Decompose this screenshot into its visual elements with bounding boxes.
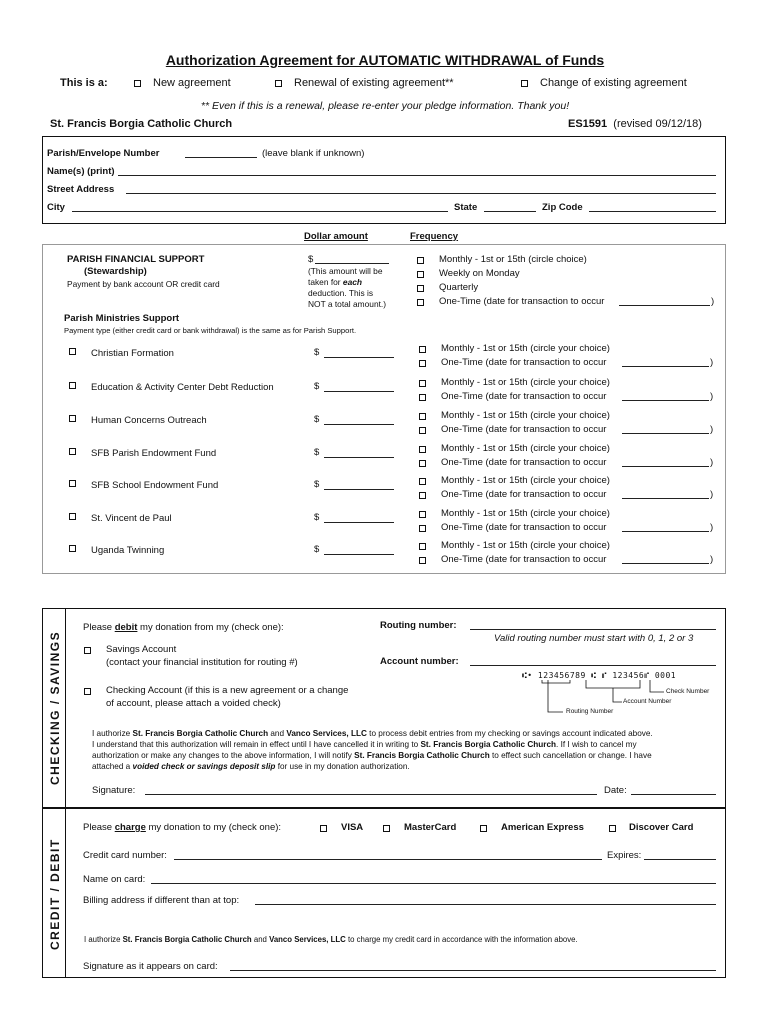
amex-label: American Express xyxy=(501,822,584,833)
renewal-checkbox[interactable] xyxy=(275,80,282,87)
ministry-name: Human Concerns Outreach xyxy=(91,415,207,426)
account-number-field[interactable] xyxy=(470,665,716,666)
ministry-onetime-date-field[interactable] xyxy=(622,563,709,564)
check-number-caption: Check Number xyxy=(666,688,710,695)
ministry-monthly-checkbox[interactable] xyxy=(419,446,426,453)
debit-date-label: Date: xyxy=(604,785,627,796)
name-on-card-field[interactable] xyxy=(151,883,716,884)
debit-authorization-text: I authorize St. Francis Borgia Catholic Church and Vanco Services, LLC to process debit entries from my checking or savings account indicated above. I understand that this authorization will remain in effect until I have cancelled it in writing to St. Francis Borgia Catholic Church. If I wish to cancel my authorization or make any changes to the above information, I will notify St. Francis Borgia Catholic Church to effect such cancellation or change. I have attached a voided check or savings deposit slip for use in my donation authorization. xyxy=(92,729,653,771)
state-field[interactable] xyxy=(484,211,536,212)
ministry-onetime-checkbox[interactable] xyxy=(419,460,426,467)
financial-support-payment: Payment by bank account OR credit card xyxy=(67,279,220,289)
ministry-monthly-label: Monthly - 1st or 15th (circle your choice) xyxy=(441,443,610,454)
close-paren: ) xyxy=(711,296,715,307)
credit-card-box xyxy=(42,808,726,978)
onetime-checkbox[interactable] xyxy=(417,299,424,306)
monthly-checkbox[interactable] xyxy=(417,257,424,264)
form-code: ES1591 xyxy=(568,118,608,130)
ministry-monthly-checkbox[interactable] xyxy=(419,380,426,387)
ministry-amount-field[interactable] xyxy=(324,424,394,425)
ministry-onetime-date-field[interactable] xyxy=(622,498,709,499)
savings-checkbox[interactable] xyxy=(84,647,91,654)
routing-label: Routing number: xyxy=(380,620,457,631)
change-agreement-label: Change of existing agreement xyxy=(540,77,687,89)
ministry-onetime-checkbox[interactable] xyxy=(419,360,426,367)
savings-label: Savings Account xyxy=(106,644,177,655)
financial-support-subtitle: (Stewardship) xyxy=(84,266,147,277)
ministry-name: Education & Activity Center Debt Reduction xyxy=(91,382,274,393)
ministry-monthly-label: Monthly - 1st or 15th (circle your choice) xyxy=(441,540,610,551)
amex-checkbox[interactable] xyxy=(480,825,487,832)
onetime-label: One-Time (date for transaction to occur xyxy=(439,296,605,307)
form-revised: (revised 09/12/18) xyxy=(613,118,702,130)
frequency-header: Frequency xyxy=(410,231,459,242)
ministry-checkbox[interactable] xyxy=(69,513,76,520)
parish-envelope-field[interactable] xyxy=(185,157,257,158)
new-agreement-checkbox[interactable] xyxy=(134,80,141,87)
ministry-monthly-label: Monthly - 1st or 15th (circle your choice) xyxy=(441,410,610,421)
financial-support-title: PARISH FINANCIAL SUPPORT xyxy=(67,254,205,265)
visa-label: VISA xyxy=(341,822,364,833)
checking-note: of account, please attach a voided check) xyxy=(106,698,281,709)
ministry-dollar-sign: $ xyxy=(314,347,320,358)
ministry-amount-field[interactable] xyxy=(324,357,394,358)
ministry-amount-field[interactable] xyxy=(324,522,394,523)
ministry-checkbox[interactable] xyxy=(69,348,76,355)
debit-prompt: Please debit my donation from my (check one): xyxy=(83,622,284,633)
ministry-amount-field[interactable] xyxy=(324,391,394,392)
ministry-monthly-label: Monthly - 1st or 15th (circle your choice) xyxy=(441,475,610,486)
routing-number-caption: Routing Number xyxy=(566,708,614,715)
ministry-monthly-label: Monthly - 1st or 15th (circle your choice) xyxy=(441,508,610,519)
names-label: Name(s) (print) xyxy=(47,166,115,177)
church-name: St. Francis Borgia Catholic Church xyxy=(50,118,233,130)
ministry-onetime-checkbox[interactable] xyxy=(419,525,426,532)
credit-side-label: CREDIT / DEBIT xyxy=(48,838,62,950)
ministry-name: St. Vincent de Paul xyxy=(91,513,172,524)
quarterly-label: Quarterly xyxy=(439,282,479,293)
routing-number-field[interactable] xyxy=(470,629,716,630)
savings-note: (contact your financial institution for routing #) xyxy=(106,657,298,668)
checking-checkbox[interactable] xyxy=(84,688,91,695)
ministry-amount-field[interactable] xyxy=(324,489,394,490)
ministry-onetime-label: One-Time (date for transaction to occur xyxy=(441,391,607,402)
ministry-onetime-label: One-Time (date for transaction to occur xyxy=(441,522,607,533)
debit-date-field[interactable] xyxy=(631,794,716,795)
ministry-dollar-sign: $ xyxy=(314,414,320,425)
quarterly-checkbox[interactable] xyxy=(417,285,424,292)
form-code-block xyxy=(568,118,702,130)
ministry-close-paren: ) xyxy=(710,357,714,368)
new-agreement-label: New agreement xyxy=(153,77,231,89)
city-label: City xyxy=(47,202,65,213)
state-label: State xyxy=(454,202,478,213)
ministry-monthly-checkbox[interactable] xyxy=(419,346,426,353)
credit-authorization-text: I authorize St. Francis Borgia Catholic Church and Vanco Services, LLC to charge my credit card in accordance with the information above. xyxy=(84,935,578,944)
street-field[interactable] xyxy=(126,193,716,194)
dollar-amount-header: Dollar amount xyxy=(304,231,368,242)
parish-envelope-hint: (leave blank if unknown) xyxy=(262,148,365,159)
ministry-onetime-date-field[interactable] xyxy=(622,531,709,532)
expires-field[interactable] xyxy=(644,859,716,860)
ministry-checkbox[interactable] xyxy=(69,382,76,389)
ministry-onetime-checkbox[interactable] xyxy=(419,394,426,401)
renewal-note: ** Even if this is a renewal, please re-enter your pledge information. Thank you! xyxy=(200,100,570,112)
ministry-name: SFB Parish Endowment Fund xyxy=(91,448,217,459)
parish-envelope-label: Parish/Envelope Number xyxy=(47,148,160,159)
ministry-name: SFB School Endowment Fund xyxy=(91,480,219,491)
ministry-checkbox[interactable] xyxy=(69,448,76,455)
card-signature-field[interactable] xyxy=(230,970,716,971)
weekly-label: Weekly on Monday xyxy=(439,268,520,279)
checking-label: Checking Account (if this is a new agreement or a change xyxy=(106,685,349,696)
charge-prompt: Please charge my donation to my (check one): xyxy=(83,822,282,833)
renewal-label: Renewal of existing agreement** xyxy=(294,77,454,89)
ministry-onetime-label: One-Time (date for transaction to occur xyxy=(441,489,607,500)
ministry-monthly-checkbox[interactable] xyxy=(419,413,426,420)
ministry-monthly-checkbox[interactable] xyxy=(419,543,426,550)
visa-checkbox[interactable] xyxy=(320,825,327,832)
ministry-onetime-date-field[interactable] xyxy=(622,400,709,401)
card-number-label: Credit card number: xyxy=(83,850,167,861)
ministry-close-paren: ) xyxy=(710,424,714,435)
stewardship-amount-field[interactable] xyxy=(315,263,389,264)
card-signature-label: Signature as it appears on card: xyxy=(83,961,218,972)
ministry-checkbox[interactable] xyxy=(69,415,76,422)
ministry-onetime-date-field[interactable] xyxy=(622,466,709,467)
ministry-monthly-checkbox[interactable] xyxy=(419,511,426,518)
account-number-caption: Account Number xyxy=(623,698,672,705)
ministry-dollar-sign: $ xyxy=(314,512,320,523)
ministry-onetime-label: One-Time (date for transaction to occur xyxy=(441,554,607,565)
ministry-onetime-checkbox[interactable] xyxy=(419,427,426,434)
ministries-title: Parish Ministries Support xyxy=(64,313,180,324)
ministry-monthly-label: Monthly - 1st or 15th (circle your choice) xyxy=(441,377,610,388)
debit-signature-label: Signature: xyxy=(92,785,136,796)
ministry-dollar-sign: $ xyxy=(314,544,320,555)
ministry-amount-field[interactable] xyxy=(324,457,394,458)
ministry-dollar-sign: $ xyxy=(314,381,320,392)
ministry-close-paren: ) xyxy=(710,522,714,533)
onetime-date-field[interactable] xyxy=(619,305,710,306)
ministries-payment-note: Payment type (either credit card or bank withdrawal) is the same as for Parish Support. xyxy=(64,326,357,335)
discover-label: Discover Card xyxy=(629,822,694,833)
this-is-a-label: This is a: xyxy=(60,77,108,89)
ministry-close-paren: ) xyxy=(710,391,714,402)
ministry-onetime-date-field[interactable] xyxy=(622,433,709,434)
ministry-monthly-checkbox[interactable] xyxy=(419,478,426,485)
discover-checkbox[interactable] xyxy=(609,825,616,832)
zip-label: Zip Code xyxy=(542,202,583,213)
ministry-checkbox[interactable] xyxy=(69,545,76,552)
change-agreement-checkbox[interactable] xyxy=(521,80,528,87)
ministry-name: Christian Formation xyxy=(91,348,174,359)
ministry-onetime-label: One-Time (date for transaction to occur xyxy=(441,357,607,368)
zip-field[interactable] xyxy=(589,211,716,212)
ministry-close-paren: ) xyxy=(710,457,714,468)
ministry-dollar-sign: $ xyxy=(314,479,320,490)
ministry-name: Uganda Twinning xyxy=(91,545,165,556)
billing-address-field[interactable] xyxy=(255,904,716,905)
billing-address-label: Billing address if different than at top: xyxy=(83,895,240,906)
ministry-close-paren: ) xyxy=(710,489,714,500)
city-field[interactable] xyxy=(72,211,448,212)
ministry-close-paren: ) xyxy=(710,554,714,565)
monthly-label: Monthly - 1st or 15th (circle choice) xyxy=(439,254,587,265)
weekly-checkbox[interactable] xyxy=(417,271,424,278)
debit-signature-field[interactable] xyxy=(145,794,597,795)
ministry-checkbox[interactable] xyxy=(69,480,76,487)
ministry-onetime-label: One-Time (date for transaction to occur xyxy=(441,457,607,468)
ministry-monthly-label: Monthly - 1st or 15th (circle your choice) xyxy=(441,343,610,354)
dollar-sign: $ xyxy=(308,254,314,265)
ministry-onetime-label: One-Time (date for transaction to occur xyxy=(441,424,607,435)
ministry-onetime-checkbox[interactable] xyxy=(419,557,426,564)
street-label: Street Address xyxy=(47,184,115,195)
ministry-dollar-sign: $ xyxy=(314,447,320,458)
mastercard-label: MasterCard xyxy=(404,822,457,833)
amount-note: (This amount will be taken for each deduction. This is NOT a total amount.) xyxy=(308,266,387,309)
routing-hint: Valid routing number must start with 0, 1, 2 or 3 xyxy=(494,633,694,644)
form-title: Authorization Agreement for AUTOMATIC WITHDRAWAL of Funds xyxy=(165,52,605,68)
mastercard-checkbox[interactable] xyxy=(383,825,390,832)
ministry-amount-field[interactable] xyxy=(324,554,394,555)
account-label: Account number: xyxy=(380,656,459,667)
ministry-onetime-date-field[interactable] xyxy=(622,366,709,367)
checking-side-label: CHECKING / SAVINGS xyxy=(48,630,62,785)
name-on-card-label: Name on card: xyxy=(83,874,146,885)
names-field[interactable] xyxy=(118,175,716,176)
expires-label: Expires: xyxy=(607,850,642,861)
check-micr-line: ⑆• 123456789 ⑆ ⑈ 123456⑈ 0001 xyxy=(522,671,677,680)
card-number-field[interactable] xyxy=(174,859,602,860)
ministry-onetime-checkbox[interactable] xyxy=(419,492,426,499)
